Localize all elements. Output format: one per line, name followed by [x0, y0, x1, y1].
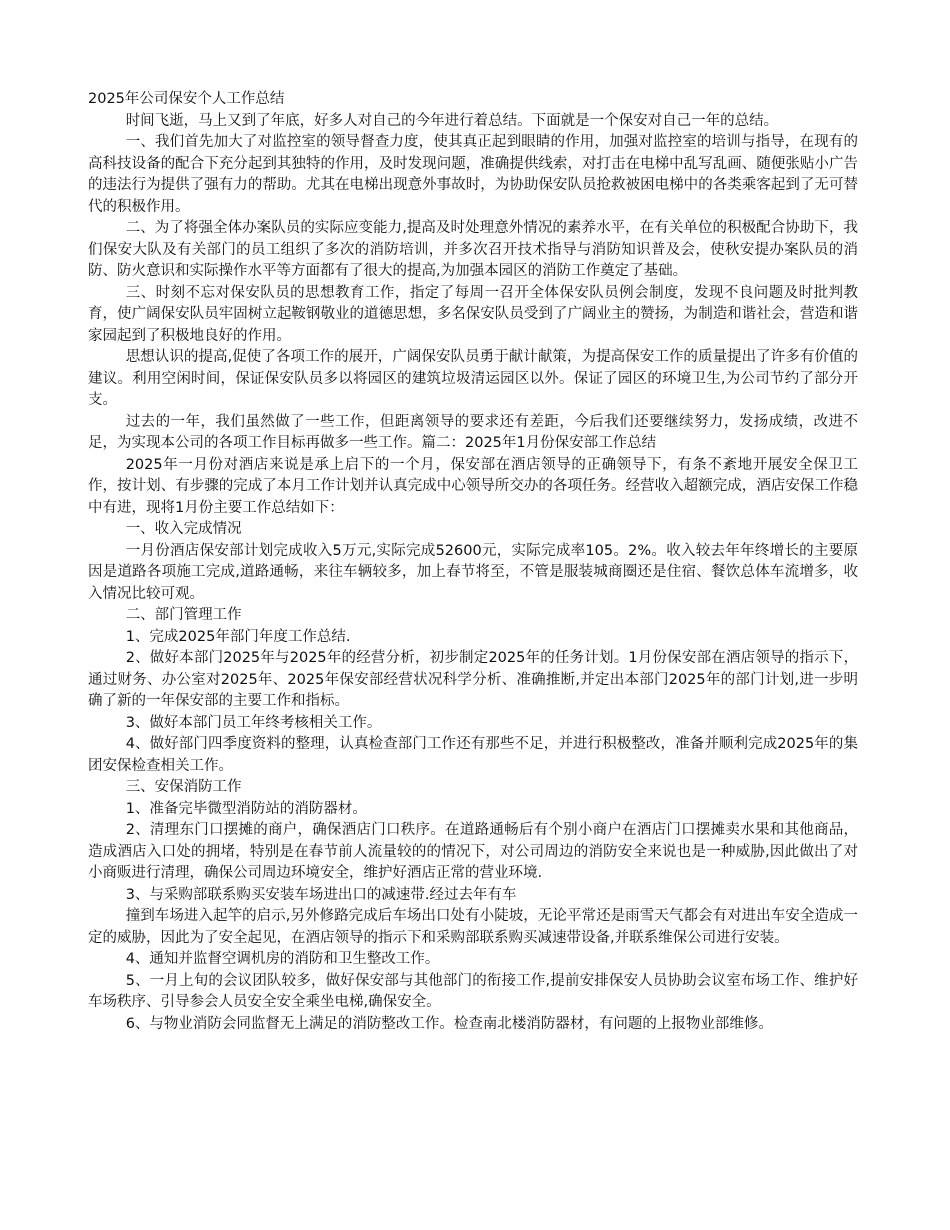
- paragraph-monitoring: 一、我们首先加大了对监控室的领导督查力度，使其真正起到眼睛的作用，加强对监控室的培训与指导，在现有的高科技设备的配合下充分起到其独特的作用，及时发现问题，准确提供线索，对打击在电梯中乱写乱画、随便张贴小广告的违法行为提供了强有力的帮助。尤其在电梯出现意外事故时，为协助保安队员抢救被困电梯中的各类乘客起到了无可替代的积极作用。: [88, 134, 858, 215]
- list-item: 5、一月上旬的会议团队较多，做好保安部与其他部门的衔接工作,提前安排保安人员协助会议室布场工作、维护好车场秩序、引导参会人员安全安全乘坐电梯,确保安全。: [88, 972, 858, 1010]
- paragraph-conclusion: 过去的一年，我们虽然做了一些工作，但距离领导的要求还有差距，今后我们还要继续努力，发扬成绩，改进不足，为实现本公司的各项工作目标再做多一些工作。篇二：2025年1月份保安部工作总结: [88, 413, 858, 451]
- list-item: 6、与物业消防会同监督无上满足的消防整改工作。检查南北楼消防器材，有问题的上报物业部维修。: [125, 1015, 773, 1032]
- list-item: 1、准备完毕微型消防站的消防器材。: [125, 800, 367, 817]
- section-heading-security: 三、安保消防工作: [125, 779, 242, 795]
- paragraph-education: 三、时刻不忘对保安队员的思想教育工作，指定了每周一召开全体保安队员例会制度，发现不良问题及时批判教育，使广阔保安队员牢固树立起鞍钢敬业的道德思想，多名保安队员受到了广阔业主的赞扬，为制造和谐社会，营造和谐家园起到了积极地良好的作用。: [88, 284, 858, 344]
- paragraph-income: 一月份酒店保安部计划完成收入5万元,实际完成52600元，实际完成率105。2%。收入较去年年终增长的主要原因是道路各项施工完成,道路通畅，来往车辆较多，加上春节将至，不管是服装城商圈还是住宿、餐饮总体车流增多，收入情况比较可观。: [88, 542, 858, 602]
- list-item: 4、做好部门四季度资料的整理，认真检查部门工作还有那些不足，并进行积极整改，准备并顺利完成2025年的集团安保检查相关工作。: [88, 736, 858, 774]
- list-item: 3、做好本部门员工年终考核相关工作。: [125, 714, 382, 731]
- list-item: 4、通知并监督空调机房的消防和卫生整改工作。: [125, 951, 440, 967]
- list-item: 2、清理东门口摆摊的商户，确保酒店门口秩序。在道路通畅后有个别小商户在酒店门口摆摊卖水果和其他商品，造成酒店入口处的拥堵，特别是在春节前人流量较的的情况下，对公司周边的消防安全来说也是一种威胁,因此做出了对小商贩进行清理，确保公司周边环境安全，维护好酒店正常的营业环境.: [88, 822, 858, 881]
- section-heading-management: 二、部门管理工作: [125, 607, 242, 623]
- paragraph-suggestions: 思想认识的提高,促使了各项工作的展开，广阔保安队员勇于献计献策，为提高保安工作的质量提出了许多有价值的建议。利用空闲时间，保证保安队员多以将园区的建筑垃圾清运园区以外。保证了园区的环境卫生,为公司节约了部分开支。: [88, 349, 858, 408]
- list-item: 1、完成2025年部门年度工作总结.: [125, 628, 351, 645]
- list-item-continuation: 撞到车场进入起竿的启示,另外修路完成后车场出口处有小陡坡，无论平常还是雨雪天气都会有对进出车安全造成一定的威胁，因此为了安全起见，在酒店领导的指示下和采购部联系购买减速带设备,并联系维保公司进行安装。: [88, 908, 858, 946]
- paragraph-intro: 时间飞逝，马上又到了年底，好多人对自己的今年进行着总结。下面就是一个保安对自己一年的总结。: [125, 112, 779, 129]
- paragraph-fire-training: 二、为了将强全体办案队员的实际应变能力,提高及时处理意外情况的素养水平，在有关单位的积极配合协助下，我们保安大队及有关部门的员工组织了多次的消防培训，并多次召开技术指导与消防知识普及会，使秋安提办案队员的消防、防火意识和实际操作水平等方面都有了很大的提高,为加强本园区的消防工作奠定了基础。: [88, 220, 858, 279]
- list-item: 2、做好本部门2025年与2025年的经营分析，初步制定2025年的任务计划。1月份保安部在酒店领导的指示下，通过财务、办公室对2025年、2025年保安部经营状况科学分析、准确推断,并定出本部门2025年的部门计划,进一步明确了新的一年保安部的主要工作和指标。: [88, 650, 858, 709]
- section-heading-income: 一、收入完成情况: [125, 521, 242, 537]
- paragraph-january-intro: 2025年一月份对酒店来说是承上启下的一个月，保安部在酒店领导的正确领导下，有条不紊地开展安全保卫工作，按计划、有步骤的完成了本月工作计划并认真完成中心领导所交办的各项任务。经营收入超额完成，酒店安保工作稳中有进，现将1月份主要工作总结如下：: [88, 456, 858, 516]
- document-title: 2025年公司保安个人工作总结: [88, 91, 285, 107]
- document-body: [88, 89, 858, 1035]
- list-item: 3、与采购部联系购买安装车场进出口的减速带.经过去年有车: [125, 886, 517, 903]
